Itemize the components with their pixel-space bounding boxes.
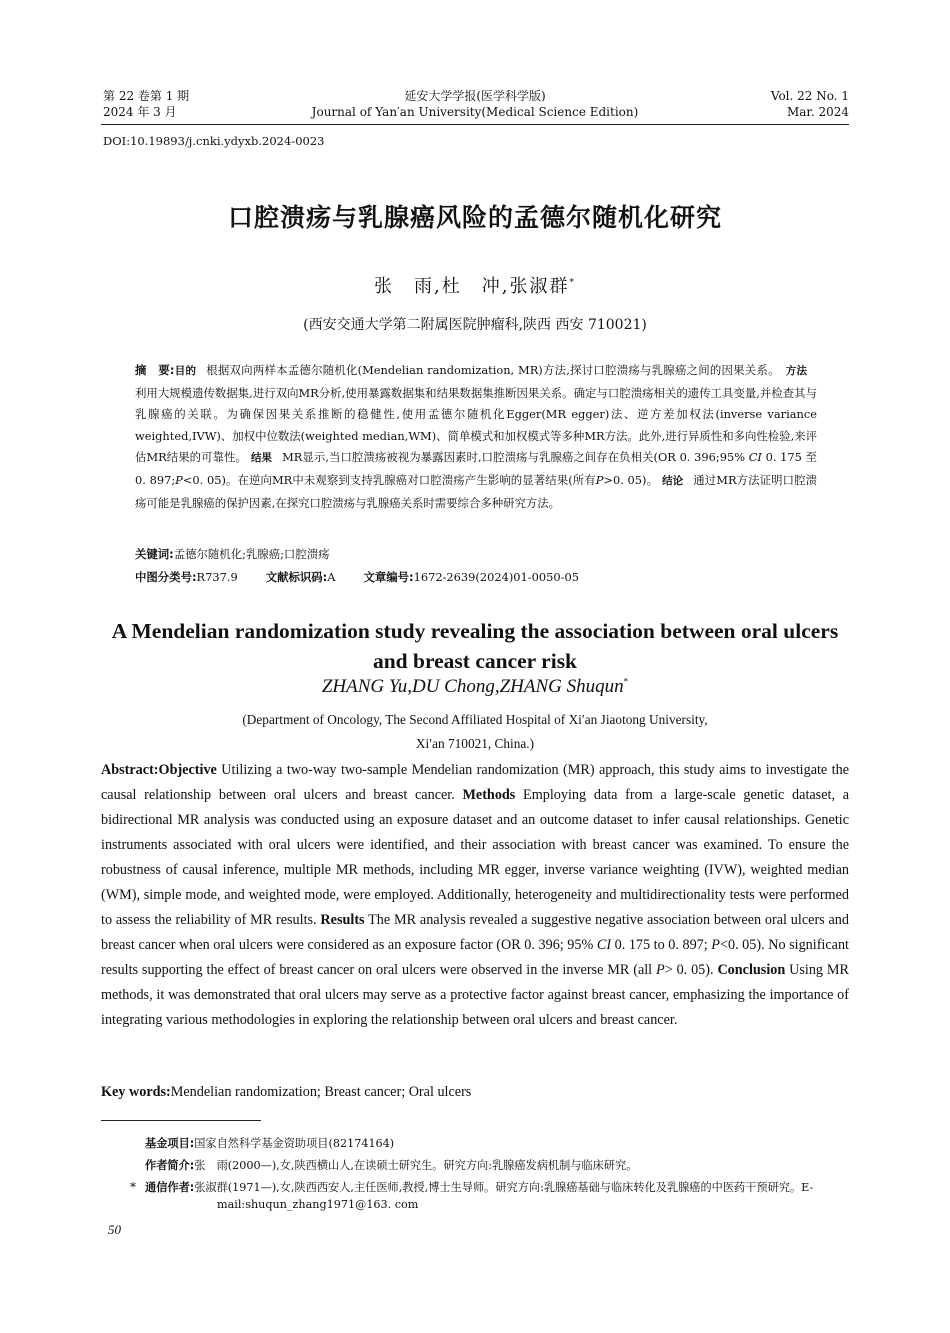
publish-date: 2024 年 3 月 bbox=[103, 105, 177, 119]
objective-label-en: Objective bbox=[158, 762, 217, 778]
methods-label-cn: 方法 bbox=[785, 365, 808, 377]
results-cn-c: <0. 05)。在逆向MR中未观察到支持乳腺癌对口腔溃疡产生影响的显著结果(所有 bbox=[182, 472, 596, 487]
author-bio-label: 作者简介: bbox=[145, 1159, 195, 1172]
clc-label: 中图分类号: bbox=[135, 570, 197, 584]
footnote-corresponding bbox=[145, 1179, 851, 1213]
conclusion-cn: 通过MR方法证明口腔溃疡可能是乳腺癌的保护因素,在探究口腔溃疡与乳腺癌关系时需要综合多种研究方法。 bbox=[135, 472, 817, 510]
affiliation-en-line2: Xi′an 710021, China.) bbox=[415, 736, 535, 751]
title-en: A Mendelian randomization study revealing the association between oral ulcers and breast cancer risk bbox=[111, 619, 839, 673]
doi[interactable]: DOI:10.19893/j.cnki.ydyxb.2024-0023 bbox=[103, 134, 325, 148]
header-divider bbox=[101, 124, 849, 125]
conclusion-label-en: Conclusion bbox=[717, 962, 786, 978]
p2-cn: P bbox=[595, 472, 604, 487]
author-names-cn: 张 雨,杜 冲,张淑群 bbox=[374, 276, 570, 297]
journal-name bbox=[250, 88, 700, 120]
methods-label-en: Methods bbox=[462, 787, 516, 803]
footnote-author-bio bbox=[145, 1157, 851, 1174]
corresponding-text: 张淑群(1971—),女,陕西西安人,主任医师,教授,博士生导师。研究方向:乳腺癌基础与临床转化及乳腺癌的中医药干预研究。E-mail:shuqun_zhang1971@163. com bbox=[194, 1181, 814, 1211]
objective-cn: 根据双向两样本孟德尔随机化(Mendelian randomization, MR)方法,探讨口腔溃疡与乳腺癌之间的因果关系。 bbox=[206, 363, 780, 377]
authors-cn bbox=[0, 272, 950, 298]
corresponding-mark: * bbox=[569, 278, 576, 288]
keywords-en-text: Mendelian randomization; Breast cancer; Oral ulcers bbox=[170, 1084, 472, 1100]
affiliation-cn: (西安交通大学第二附属医院肿瘤科,陕西 西安 710021) bbox=[303, 317, 647, 333]
article-id: 1672-2639(2024)01-0050-05 bbox=[413, 570, 579, 584]
clc-code: R737.9 bbox=[196, 570, 238, 584]
corresponding-label: 通信作者: bbox=[145, 1181, 195, 1194]
affiliation-en-line1: (Department of Oncology, The Second Affiliated Hospital of Xi′an Jiaotong University, bbox=[242, 712, 708, 727]
objective-label-cn: 目的 bbox=[174, 365, 197, 377]
results-en-d: > 0. 05). bbox=[664, 962, 718, 978]
objective-en: Utilizing a two-way two-sample Mendelian randomization (MR) approach, this study aims to investigate the causal relationship between oral ulcers and breast cancer. bbox=[101, 762, 849, 803]
keywords-en bbox=[101, 1084, 471, 1101]
funding-text: 国家自然科学基金资助项目(82174164) bbox=[194, 1137, 395, 1150]
doc-code-label: 文献标识码: bbox=[265, 570, 328, 584]
results-en-a: The MR analysis revealed a suggestive negative association between oral ulcers and breast cancer when oral ulcers were considered as an exposure factor (OR 0. 396; 95% bbox=[101, 912, 849, 953]
funding-label: 基金项目: bbox=[145, 1137, 195, 1150]
results-cn-d: >0. 05)。 bbox=[603, 472, 659, 487]
results-label-cn: 结果 bbox=[250, 452, 273, 465]
journal-volume-en bbox=[771, 88, 849, 120]
p-cn: P bbox=[175, 472, 183, 487]
keywords-cn-label: 关键词: bbox=[135, 547, 174, 561]
results-label-en: Results bbox=[320, 912, 365, 928]
journal-name-cn: 延安大学学报(医学科学版) bbox=[404, 89, 546, 103]
abstract-cn bbox=[135, 360, 817, 514]
results-en-c: <0. 05). No significant results supporting the effect of breast cancer on oral ulcers were observed in the inverse MR (all bbox=[101, 937, 849, 978]
authors-en bbox=[0, 676, 950, 698]
ci-en: CI bbox=[596, 937, 612, 953]
author-bio-text: 张 雨(2000—),女,陕西横山人,在读硕士研究生。研究方向:乳腺癌发病机制与临床研究。 bbox=[194, 1159, 638, 1172]
keywords-cn bbox=[135, 546, 330, 562]
methods-cn: 利用大规模遗传数据集,进行双向MR分析,使用暴露数据集和结果数据集推断因果关系。确定与口腔溃疡相关的遗传工具变量,并检查其与乳腺癌的关联。为确保因果关系推断的稳健性,使用孟德尔随机化Egger(MR egger)法、逆方差加权法(inverse variance weighted,IVW)、加权中位数法(weighted median,WM)、简单模式和加权模式等多种MR方法。此外,进行异质性和多向性检验,来评估MR结果的可靠性。 bbox=[135, 385, 817, 465]
abstract-en bbox=[101, 758, 849, 1033]
article-id-label: 文章编号: bbox=[363, 570, 414, 584]
footnote-funding bbox=[145, 1135, 851, 1152]
p-en: P bbox=[711, 937, 720, 953]
author-names-en: ZHANG Yu,DU Chong,ZHANG Shuqun bbox=[321, 676, 624, 697]
p2-en: P bbox=[656, 962, 665, 978]
corresponding-star: * bbox=[130, 1180, 136, 1194]
affiliation-en bbox=[160, 708, 790, 756]
abstract-cn-label: 摘 要: bbox=[135, 363, 175, 377]
journal-issue-info bbox=[103, 88, 189, 120]
date-en: Mar. 2024 bbox=[786, 105, 849, 119]
results-en-b: 0. 175 to 0. 897; bbox=[611, 937, 712, 953]
abstract-en-label: Abstract: bbox=[101, 762, 159, 778]
volume-en: Vol. 22 No. 1 bbox=[770, 89, 849, 103]
page-number: 50 bbox=[108, 1222, 121, 1237]
title-cn: 口腔溃疡与乳腺癌风险的孟德尔随机化研究 bbox=[227, 203, 722, 232]
conclusion-label-cn: 结论 bbox=[662, 474, 684, 487]
results-cn-a: MR显示,当口腔溃疡被视为暴露因素时,口腔溃疡与乳腺癌之间存在负相关(OR 0. 396;95% bbox=[282, 450, 749, 465]
volume-issue: 第 22 卷第 1 期 bbox=[103, 89, 190, 103]
methods-en: Employing data from a large-scale genetic dataset, a bidirectional MR analysis was conducted using an exposure dataset and an outcome dataset to infer causal relationships. Genetic instruments associated with oral ulcers were identified, and their association with breast cancer was examined. To ensure the robustness of causal inference, multiple MR methods, including MR egger, inverse variance weighting (IVW), weighted median (WM), simple mode, and weighted mode, were employed. Additionally, heterogeneity and multidirectionality tests were performed to assess the reliability of MR results. bbox=[101, 787, 850, 928]
ci-cn: CI bbox=[748, 450, 762, 465]
keywords-cn-text: 孟德尔随机化;乳腺癌;口腔溃疡 bbox=[173, 547, 330, 561]
doc-code: A bbox=[327, 570, 336, 584]
keywords-en-label: Key words: bbox=[101, 1084, 171, 1100]
conclusion-en: Using MR methods, it was demonstrated that oral ulcers may serve as a protective factor against breast cancer, emphasizing the importance of integrating various methodologies in exploring the relationship between oral ulcers and breast cancer. bbox=[101, 962, 849, 1028]
footnote-divider bbox=[101, 1120, 261, 1121]
journal-name-en: Journal of Yan′an University(Medical Science Edition) bbox=[311, 105, 639, 119]
classification-line bbox=[135, 569, 607, 585]
results-cn-b: 0. 175 至 0. 897; bbox=[135, 450, 817, 487]
corresponding-mark-en: * bbox=[623, 676, 629, 687]
